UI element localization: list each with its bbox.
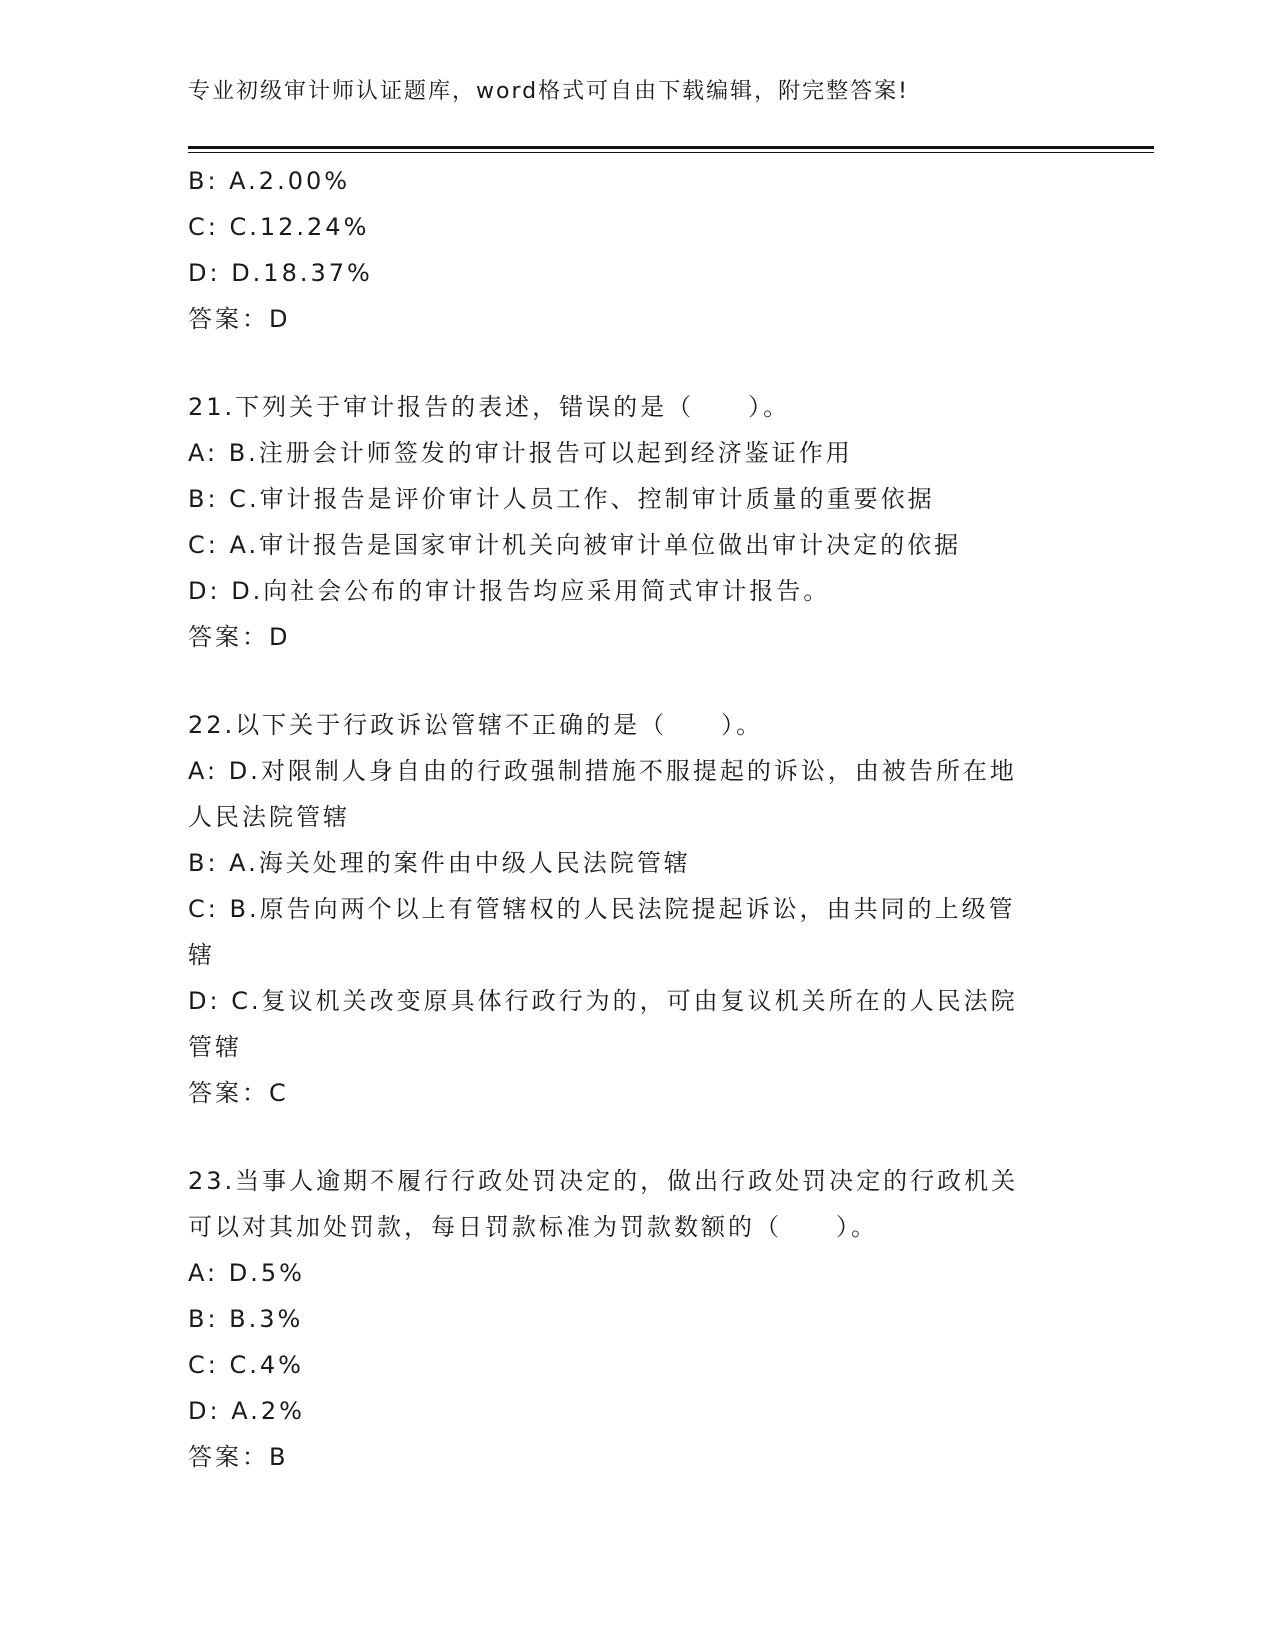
question-stem-continued: 可以对其加处罚款，每日罚款标准为罚款数额的（ ）。: [188, 1213, 878, 1241]
option-a-continued: 人民法院管辖: [188, 803, 350, 831]
option-b: B: B.3%: [188, 1305, 304, 1333]
page-header: 专业初级审计师认证题库，word格式可自由下载编辑，附完整答案!: [188, 79, 909, 104]
question-23: [188, 1158, 1088, 1480]
answer-line: 答案：B: [188, 1443, 289, 1471]
prev-question: [188, 158, 1088, 342]
option-d-continued: 管辖: [188, 1033, 242, 1061]
spacer: [188, 660, 1088, 702]
question-21: [188, 384, 1088, 660]
option-b: B: A.2.00%: [188, 167, 351, 195]
option-b: B: A.海关处理的案件由中级人民法院管辖: [188, 849, 691, 877]
answer-line: 答案：D: [188, 623, 291, 651]
question-22: [188, 702, 1088, 1116]
option-c: C: B.原告向两个以上有管辖权的人民法院提起诉讼，由共同的上级管: [188, 895, 1016, 923]
header-rule-thick: [188, 146, 1154, 149]
option-a: A: D.5%: [188, 1259, 305, 1287]
option-c: C: C.4%: [188, 1351, 304, 1379]
option-c: C: A.审计报告是国家审计机关向被审计单位做出审计决定的依据: [188, 531, 962, 559]
option-b: B: C.审计报告是评价审计人员工作、控制审计质量的重要依据: [188, 485, 935, 513]
option-c: C: C.12.24%: [188, 213, 370, 241]
question-stem: 22.以下关于行政诉讼管辖不正确的是（ ）。: [188, 711, 764, 739]
option-d: D: C.复议机关改变原具体行政行为的，可由复议机关所在的人民法院: [188, 987, 1018, 1015]
spacer: [188, 1116, 1088, 1158]
question-content: [188, 158, 1088, 1480]
answer-line: 答案：C: [188, 1079, 289, 1107]
option-a: A: B.注册会计师签发的审计报告可以起到经济鉴证作用: [188, 439, 853, 467]
question-stem: 23.当事人逾期不履行行政处罚决定的，做出行政处罚决定的行政机关: [188, 1167, 1019, 1195]
option-a: A: D.对限制人身自由的行政强制措施不服提起的诉讼，由被告所在地: [188, 757, 1017, 785]
spacer: [188, 342, 1088, 384]
header-rule-thin: [188, 152, 1154, 153]
question-stem: 21.下列关于审计报告的表述，错误的是（ ）。: [188, 393, 791, 421]
answer-line: 答案：D: [188, 305, 291, 333]
option-d: D: A.2%: [188, 1397, 305, 1425]
option-c-continued: 辖: [188, 941, 215, 969]
option-d: D: D.向社会公布的审计报告均应采用简式审计报告。: [188, 577, 831, 605]
option-d: D: D.18.37%: [188, 259, 373, 287]
